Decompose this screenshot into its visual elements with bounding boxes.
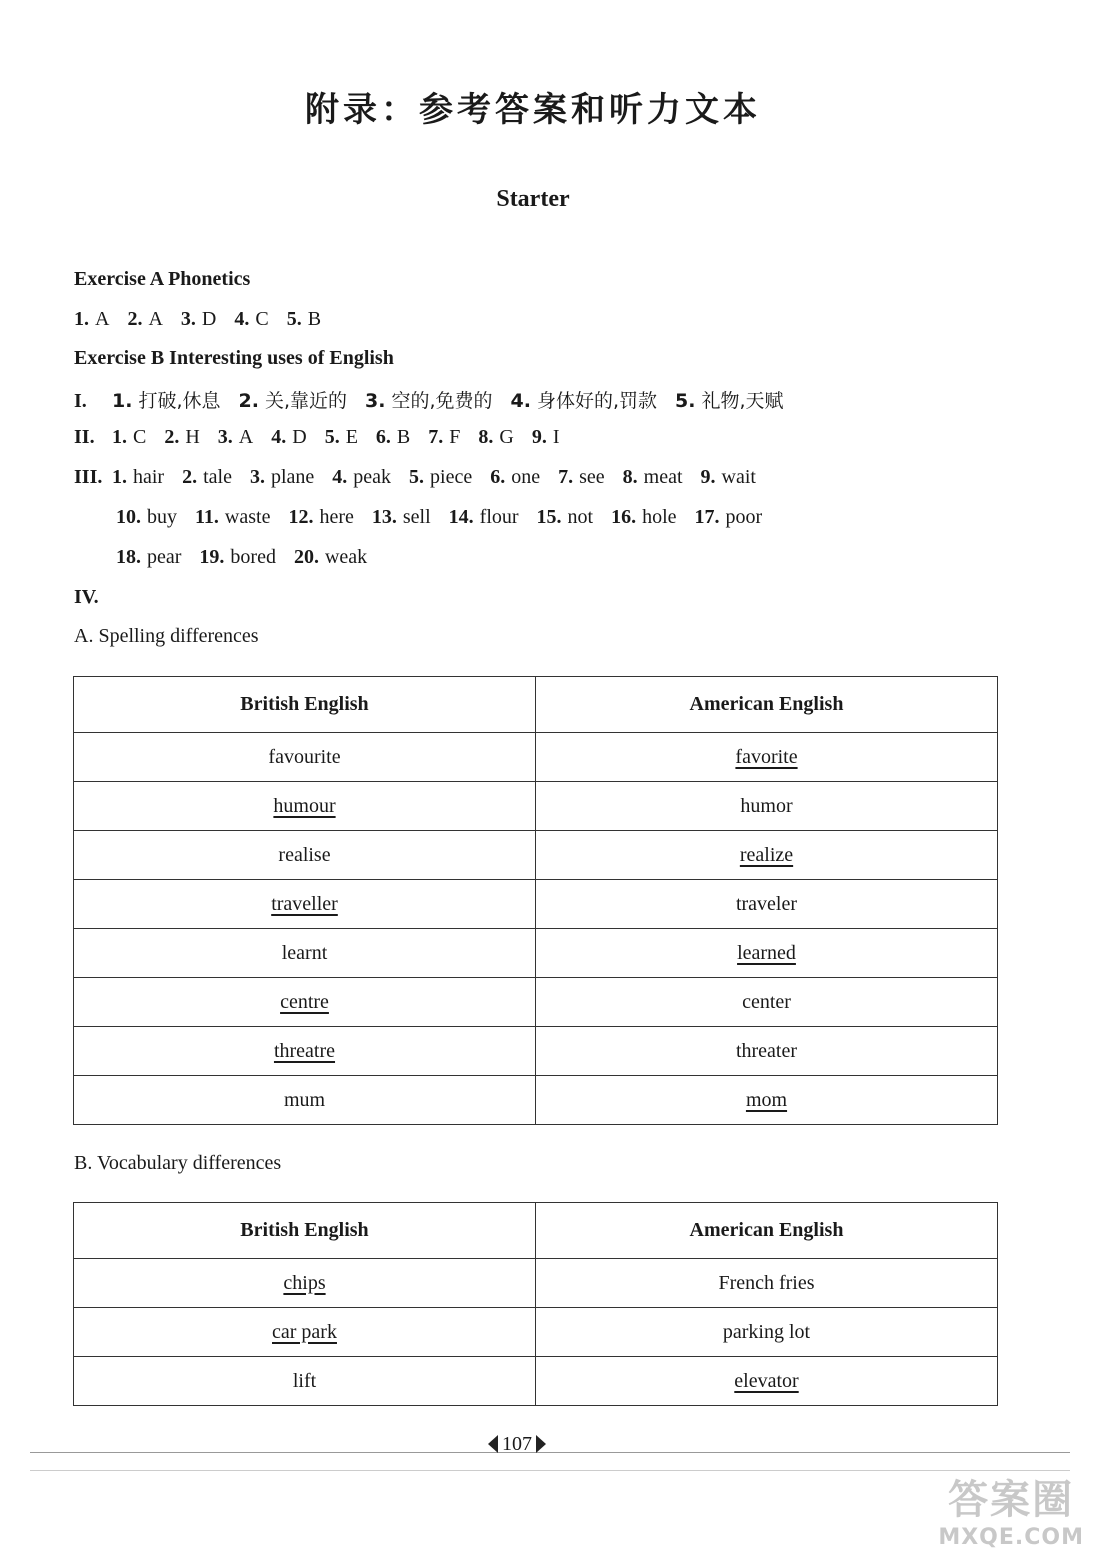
table-cell — [74, 782, 536, 831]
cell-text: lift — [292, 1369, 317, 1392]
part-iii-answers-row3 — [116, 546, 385, 569]
answer-number: 2. — [164, 426, 180, 448]
answer-text: C — [255, 308, 269, 330]
answer-item — [511, 390, 658, 412]
part-label: II. — [74, 426, 95, 448]
table-row — [74, 831, 998, 880]
answer-number: 5. — [286, 308, 302, 330]
answer-text: tale — [203, 466, 232, 488]
table-row — [74, 1027, 998, 1076]
answer-number: 3. — [217, 426, 233, 448]
answer-number: 18. — [116, 546, 141, 568]
answer-number: 4. — [271, 426, 287, 448]
table-cell — [74, 1308, 536, 1357]
answer-item — [623, 466, 683, 488]
answer-number: 6. — [490, 466, 506, 488]
section-heading: Starter — [496, 186, 570, 212]
answer-text: poor — [725, 506, 763, 528]
answer-item — [164, 426, 199, 448]
answer-item — [182, 466, 232, 488]
answer-number: 8. — [478, 426, 494, 448]
answer-text: one — [511, 466, 541, 488]
answer-text: bored — [230, 546, 276, 568]
answer-text: not — [567, 506, 594, 528]
spelling-differences-table — [73, 676, 998, 1125]
cell-text: humor — [740, 794, 793, 817]
answer-item — [537, 506, 594, 528]
part-iii-answers-row2 — [116, 506, 780, 529]
answer-text: here — [319, 506, 354, 528]
answer-text: pear — [147, 546, 182, 568]
answer-number: 2. — [182, 466, 198, 488]
answer-item — [332, 466, 391, 488]
cell-text: French fries — [718, 1271, 815, 1294]
table-row — [74, 782, 998, 831]
answer-item — [701, 466, 756, 488]
answer-text: 关,靠近的 — [264, 390, 347, 412]
table-cell — [536, 831, 998, 880]
answer-number: 9. — [700, 466, 716, 488]
answer-number: 9. — [531, 426, 547, 448]
exercise-a-heading: Exercise A Phonetics — [74, 268, 251, 290]
answer-text: hair — [133, 466, 165, 488]
footer-rule — [30, 1452, 1070, 1453]
cell-text: center — [742, 990, 791, 1013]
answer-text: F — [449, 426, 461, 448]
answer-item — [112, 426, 146, 448]
answer-text: G — [499, 426, 514, 448]
answer-item — [127, 308, 162, 330]
table-cell — [536, 929, 998, 978]
answer-item — [116, 546, 181, 568]
answer-number: 13. — [371, 506, 397, 528]
answer-number: 3. — [365, 390, 386, 412]
table-cell — [536, 1027, 998, 1076]
answer-number: 20. — [293, 546, 319, 568]
answer-number: 7. — [428, 426, 444, 448]
watermark-url: MXQE.COM — [938, 1525, 1084, 1550]
answer-number: 10. — [116, 506, 141, 528]
column-header: British English — [74, 677, 536, 733]
cell-text: traveller — [271, 892, 338, 915]
table-cell — [74, 929, 536, 978]
table-b-caption: B. Vocabulary differences — [74, 1152, 282, 1174]
cell-text: parking lot — [722, 1320, 811, 1343]
answer-item — [365, 390, 493, 412]
answer-number: 5. — [324, 426, 340, 448]
answer-text: see — [579, 466, 605, 488]
part-i-answers — [74, 386, 802, 413]
answer-text: D — [201, 308, 217, 330]
answer-item — [428, 426, 460, 448]
answer-text: A — [95, 308, 110, 330]
cell-text: car park — [272, 1320, 337, 1343]
answer-item — [239, 390, 348, 412]
table-row — [74, 929, 998, 978]
table-cell — [536, 782, 998, 831]
answer-item — [478, 426, 513, 448]
answer-text: peak — [353, 466, 392, 488]
cell-text: chips — [283, 1271, 326, 1294]
column-header: American English — [536, 677, 998, 733]
answer-item — [490, 466, 540, 488]
cell-text: realise — [278, 843, 331, 866]
answer-item — [195, 506, 270, 528]
table-cell — [74, 733, 536, 782]
answer-item — [325, 426, 358, 448]
answer-text: 打破,休息 — [138, 390, 221, 412]
answer-item — [372, 506, 431, 528]
part-iv-label: IV. — [74, 586, 99, 608]
answer-item — [558, 466, 605, 488]
answer-number: 4. — [332, 466, 348, 488]
answer-item — [287, 308, 321, 330]
answer-text: 礼物,天赋 — [701, 390, 784, 412]
exercise-a-answers — [74, 308, 339, 331]
answer-text: buy — [147, 506, 177, 528]
answer-number: 4. — [234, 308, 250, 330]
answer-item — [449, 506, 519, 528]
answer-number: 7. — [558, 466, 574, 488]
answer-item — [181, 308, 216, 330]
vocabulary-differences-table — [73, 1202, 998, 1406]
table-cell — [74, 831, 536, 880]
answer-number: 14. — [448, 506, 474, 528]
table-cell — [74, 1027, 536, 1076]
table-cell — [536, 1076, 998, 1125]
cell-text: favourite — [268, 745, 341, 768]
answer-number: 1. — [112, 426, 127, 448]
table-row — [74, 1308, 998, 1357]
column-header: American English — [536, 1203, 998, 1259]
answer-item — [695, 506, 763, 528]
answer-number: 17. — [694, 506, 720, 528]
cell-text: traveler — [735, 892, 798, 915]
cell-text: mom — [745, 1088, 788, 1111]
answer-text: I — [552, 426, 560, 448]
table-cell — [536, 1308, 998, 1357]
part-ii-answers — [74, 426, 578, 449]
answer-number: 5. — [409, 466, 425, 488]
answer-item — [675, 390, 784, 412]
cell-text: learnt — [281, 941, 328, 964]
answer-item — [116, 506, 177, 528]
answer-number: 8. — [622, 466, 638, 488]
answer-number: 1. — [112, 390, 133, 412]
answer-item — [74, 308, 109, 330]
cell-text: threatre — [273, 1039, 336, 1062]
answer-number: 12. — [288, 506, 314, 528]
answer-number: 6. — [375, 426, 391, 448]
table-row — [74, 1357, 998, 1406]
answer-text: plane — [270, 466, 315, 488]
answer-item — [611, 506, 676, 528]
table-row — [74, 733, 998, 782]
page-number: 107 — [488, 1433, 546, 1456]
answer-text: hole — [642, 506, 677, 528]
table-cell — [536, 880, 998, 929]
left-triangle-icon — [488, 1435, 498, 1453]
cell-text: learned — [737, 941, 796, 964]
watermark-logo: 答案圈 — [948, 1477, 1075, 1523]
table-cell — [74, 880, 536, 929]
answer-text: D — [292, 426, 307, 448]
cell-text: favorite — [735, 745, 798, 768]
answer-text: 身体好的,罚款 — [536, 390, 657, 412]
watermark — [938, 1468, 1084, 1550]
table-cell — [74, 1076, 536, 1125]
answer-text: sell — [402, 506, 431, 528]
answer-item — [112, 390, 221, 412]
column-header: British English — [74, 1203, 536, 1259]
answer-text: B — [307, 308, 322, 330]
table-cell — [536, 733, 998, 782]
answer-text: meat — [643, 466, 683, 488]
table-row — [74, 1259, 998, 1308]
answer-text: weak — [324, 546, 368, 568]
answer-text: flour — [479, 506, 519, 528]
answer-text: A — [148, 308, 163, 330]
table-cell — [74, 978, 536, 1027]
part-iii-answers-row1 — [74, 466, 774, 489]
answer-text: wait — [721, 466, 756, 488]
answer-item — [288, 506, 353, 528]
exercise-b-heading: Exercise B Interesting uses of English — [74, 347, 394, 369]
answer-text: C — [133, 426, 147, 448]
table-cell — [536, 978, 998, 1027]
table-cell — [74, 1259, 536, 1308]
answer-item — [271, 426, 306, 448]
cell-text: realize — [739, 843, 794, 866]
table-a-caption: A. Spelling differences — [74, 625, 259, 647]
answer-number: 1. — [112, 466, 127, 488]
answer-item — [234, 308, 268, 330]
answer-text: B — [396, 426, 411, 448]
answer-item — [250, 466, 314, 488]
answer-number: 2. — [127, 308, 143, 330]
answer-item — [112, 466, 164, 488]
answer-text: A — [238, 426, 254, 448]
answer-text: piece — [430, 466, 473, 488]
answer-number: 19. — [199, 546, 225, 568]
answer-item — [532, 426, 560, 448]
answer-item — [199, 546, 276, 568]
table-cell — [536, 1259, 998, 1308]
cell-text: mum — [283, 1088, 326, 1111]
cell-text: threater — [735, 1039, 798, 1062]
right-triangle-icon — [536, 1435, 546, 1453]
answer-text: waste — [224, 506, 271, 528]
answer-text: H — [185, 426, 200, 448]
answer-text: 空的,免费的 — [391, 390, 493, 412]
answer-number: 2. — [238, 390, 259, 412]
answer-item — [409, 466, 472, 488]
page-title: 附录：参考答案和听力文本 — [305, 90, 761, 130]
cell-text: centre — [280, 990, 329, 1013]
table-row — [74, 1076, 998, 1125]
cell-text: elevator — [734, 1369, 799, 1392]
answer-number: 15. — [536, 506, 562, 528]
part-label: I. — [74, 390, 87, 412]
table-row — [74, 880, 998, 929]
table-cell — [536, 1357, 998, 1406]
answer-number: 16. — [611, 506, 637, 528]
answer-number: 5. — [675, 390, 696, 412]
answer-number: 4. — [510, 390, 531, 412]
table-row — [74, 978, 998, 1027]
cell-text: humour — [273, 794, 336, 817]
answer-number: 1. — [74, 308, 89, 330]
part-label: III. — [74, 466, 103, 488]
answer-item — [376, 426, 410, 448]
answer-item — [218, 426, 253, 448]
footer-rule — [30, 1470, 1070, 1471]
answer-number: 3. — [180, 308, 196, 330]
table-cell — [74, 1357, 536, 1406]
answer-number: 3. — [249, 466, 265, 488]
answer-text: E — [345, 426, 358, 448]
answer-number: 11. — [195, 506, 219, 528]
answer-item — [294, 546, 367, 568]
